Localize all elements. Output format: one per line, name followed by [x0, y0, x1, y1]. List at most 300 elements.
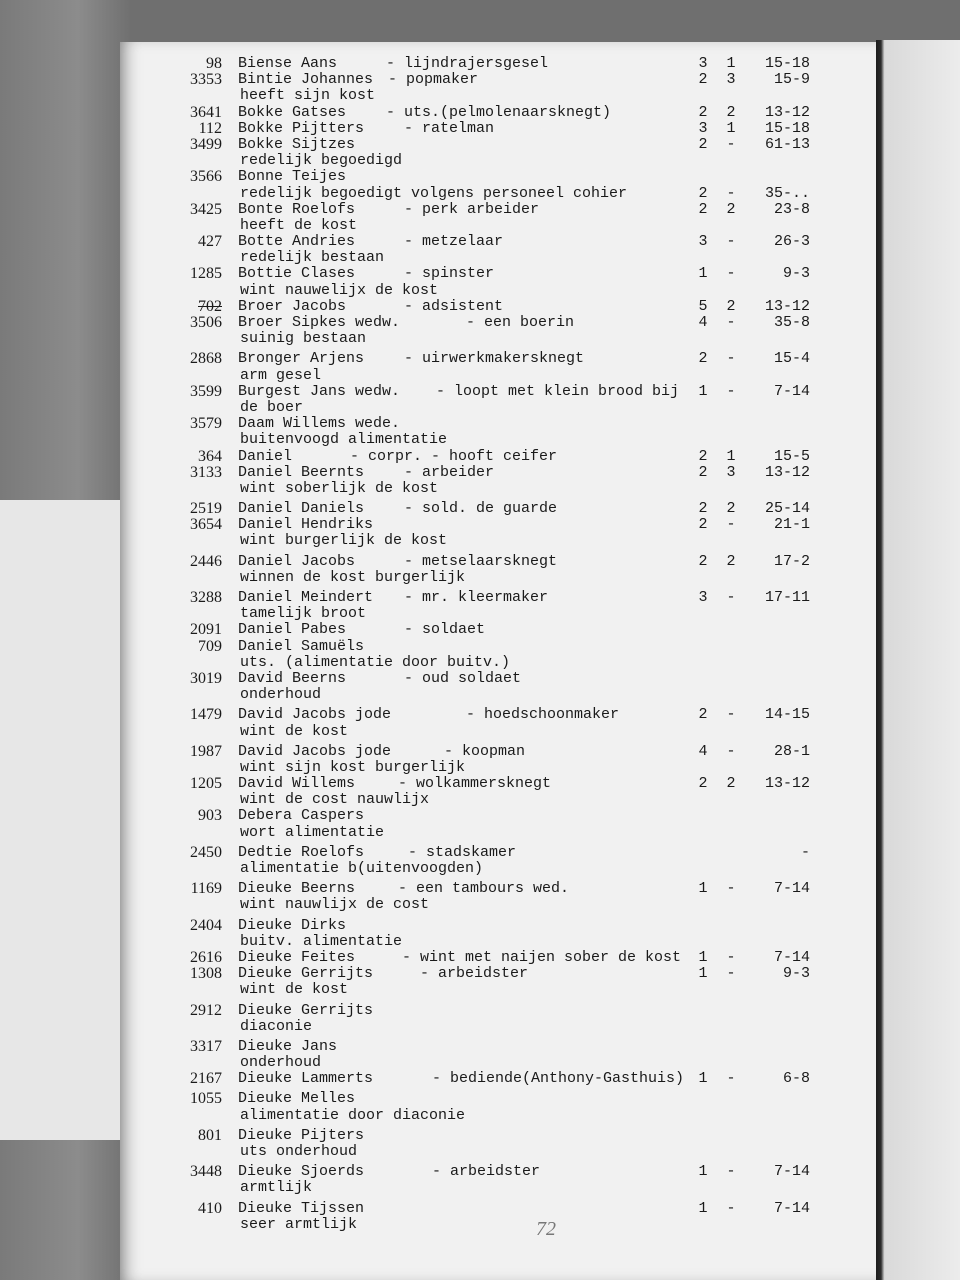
entry-col-2: 2 [726, 103, 736, 121]
entry-col-1: 5 [698, 297, 708, 315]
entry-note-line [120, 934, 876, 950]
entry-name: Daniel Jacobs [238, 552, 356, 570]
entry-col-1: 1 [698, 880, 708, 898]
entry-occupation: - bediende(Anthony-Gasthuis) [432, 1070, 685, 1088]
ledger-entry [120, 299, 876, 315]
ledger-entry [120, 234, 876, 266]
entry-col-3: 17-11 [764, 589, 810, 606]
entry-name: Debera Caspers [238, 807, 365, 825]
entry-occupation: - perk arbeider [404, 200, 540, 218]
entry-main-line [120, 671, 876, 687]
entry-name: Daniel Samuëls [238, 637, 365, 655]
entry-name: Dieuke Tijssen [238, 1199, 365, 1217]
entry-name: Bokke Sijtzes [238, 135, 356, 153]
entry-note: uts onderhoud [240, 1143, 358, 1160]
entry-name: Bokke Pijtters [238, 119, 365, 137]
entry-note: winnen de kost burgerlijk [240, 568, 466, 586]
entry-occupation: - wint met naijen sober de kost [402, 948, 682, 966]
entry-note-line [120, 1217, 876, 1233]
entry-main-line [120, 1003, 876, 1019]
entry-number: 1285 [190, 265, 222, 283]
entry-main-line [120, 1128, 876, 1144]
entry-number: 3499 [190, 135, 222, 153]
entry-number: 3133 [190, 463, 222, 481]
entry-note: heeft de kost [240, 216, 358, 234]
entry-number: 3353 [190, 71, 222, 89]
entry-note: buitv. alimentatie [240, 932, 403, 950]
entry-col-2: 2 [726, 552, 736, 570]
entry-note: heeft sijn kost [240, 87, 376, 105]
entry-col-1: 1 [698, 265, 708, 283]
entry-number: 112 [198, 119, 222, 137]
entry-name: Dieuke Sjoerds [238, 1163, 365, 1181]
entry-note-line [120, 1180, 876, 1196]
entry-main-line [120, 169, 876, 185]
entry-name: Dieuke Jans [238, 1037, 338, 1055]
ledger-entry [120, 384, 876, 416]
entry-number: 98 [206, 55, 222, 72]
ledger-entry [120, 517, 876, 549]
entry-name: Dieuke Melles [238, 1090, 356, 1108]
entry-note-line [120, 825, 876, 841]
ledger-entry [120, 1164, 876, 1196]
entry-name: Botte Andries [238, 233, 356, 251]
entry-col-2: - [726, 516, 736, 534]
background-right [876, 40, 960, 1280]
entry-name: Daniel Pabes [238, 621, 347, 639]
ledger-entry [120, 744, 876, 776]
entry-number: 1987 [190, 742, 222, 760]
entry-name: Dieuke Pijters [238, 1126, 365, 1144]
entry-name: David Beerns [238, 669, 347, 687]
entry-main-line [120, 384, 876, 400]
entry-name: Dieuke Feites [238, 948, 356, 966]
entry-name: Daam Willems wede. [238, 415, 401, 433]
entry-occupation: - uirwerkmakersknegt [404, 350, 585, 368]
entry-note: wint soberlijk de kost [240, 479, 439, 497]
entry-name: David Jacobs jode [238, 742, 392, 760]
entry-occupation: - arbeider [404, 463, 495, 481]
entry-occupation: - soldaet [404, 621, 486, 639]
ledger-entry [120, 950, 876, 966]
entry-main-line [120, 1201, 876, 1217]
entry-note: redelijk begoedigt volgens personeel cohier [240, 184, 628, 202]
entry-name: Bokke Gatses [238, 103, 347, 121]
entry-occupation: - arbeidster [420, 965, 529, 983]
entry-col-3: 23-8 [773, 200, 810, 218]
entry-occupation: - lijndrajersgesel [386, 55, 549, 72]
entry-note-line [120, 186, 876, 202]
entry-name: Bronger Arjens [238, 350, 365, 368]
entry-col-1: 2 [698, 500, 708, 518]
entry-col-3: 15-9 [773, 71, 810, 89]
entry-name: Bonte Roelofs [238, 200, 356, 218]
ledger-entry [120, 266, 876, 298]
entry-main-line [120, 1164, 876, 1180]
entry-note: redelijk begoedigd [240, 152, 403, 170]
entry-col-3: 7-14 [773, 1199, 810, 1217]
entry-main-line [120, 622, 876, 638]
entry-number: 410 [198, 1199, 222, 1217]
entry-main-line [120, 845, 876, 861]
entry-number: 2446 [190, 552, 222, 570]
entry-occupation: - metzelaar [404, 233, 504, 251]
entry-note: de boer [240, 398, 304, 416]
entry-col-2: - [726, 948, 736, 966]
entry-main-line [120, 416, 876, 432]
entry-col-1: 2 [698, 135, 708, 153]
entry-col-3: 15-18 [764, 55, 810, 72]
entry-col-3: 6-8 [782, 1070, 810, 1088]
entry-col-1: 2 [698, 775, 708, 793]
entry-col-3: 7-14 [773, 382, 810, 400]
entry-main-line [120, 744, 876, 760]
entry-occupation: - mr. kleermaker [404, 589, 549, 606]
entry-note: wint nauwlijx de cost [240, 896, 430, 914]
entry-main-line [120, 776, 876, 792]
entry-col-3: 15-4 [773, 350, 810, 368]
entry-note-line [120, 1019, 876, 1035]
entry-col-2: - [726, 233, 736, 251]
entry-main-line [120, 966, 876, 982]
entry-col-3: 17-2 [773, 552, 810, 570]
entry-number: 3654 [190, 516, 222, 534]
entry-main-line [120, 315, 876, 331]
entry-col-1: 2 [698, 552, 708, 570]
ledger-entry [120, 776, 876, 808]
ledger-entry [120, 966, 876, 998]
entry-name: Bonne Teijes [238, 168, 347, 186]
entry-col-3: 35-.. [764, 184, 810, 202]
entry-note-line [120, 897, 876, 913]
entry-occupation: - sold. de guarde [404, 500, 558, 518]
entry-number: 3566 [190, 168, 222, 186]
entry-note: alimentatie b(uitenvoogden) [240, 860, 484, 877]
entry-number: 1169 [190, 880, 222, 898]
ledger-entry [120, 1003, 876, 1035]
entry-number: 2404 [190, 916, 222, 934]
ledger-entry [120, 72, 876, 104]
entry-note-line [120, 88, 876, 104]
entry-col-3: 13-12 [764, 103, 810, 121]
entry-col-1: 3 [698, 589, 708, 606]
ledger-entry [120, 465, 876, 497]
entry-col-3: 25-14 [764, 500, 810, 518]
entry-col-2: - [726, 382, 736, 400]
entry-note: uts. (alimentatie door buitv.) [240, 653, 511, 671]
entry-main-line [120, 1039, 876, 1055]
entry-col-3: 9-3 [782, 965, 810, 983]
entry-col-2: 3 [726, 71, 736, 89]
entry-name: Burgest Jans wedw. [238, 382, 401, 400]
entry-col-3: 7-14 [773, 1163, 810, 1181]
entry-note-line [120, 570, 876, 586]
entry-occupation: - stadskamer [408, 843, 517, 861]
entry-col-2: - [726, 589, 736, 606]
entry-occupation: - ratelman [404, 119, 495, 137]
entry-col-1: 2 [698, 706, 708, 724]
entry-name: Bintie Johannes [238, 71, 374, 89]
entry-col-2: 1 [726, 447, 736, 465]
entry-number: 702 [198, 297, 222, 315]
ledger-entry [120, 639, 876, 671]
entry-col-1: 1 [698, 948, 708, 966]
entry-main-line [120, 918, 876, 934]
entry-col-2: - [726, 184, 736, 202]
ledger-entry [120, 121, 876, 137]
entry-occupation: - arbeidster [432, 1163, 541, 1181]
entry-col-2: 2 [726, 297, 736, 315]
entry-note: wint sijn kost burgerlijk [240, 758, 466, 776]
entry-occupation: - oud soldaet [404, 669, 522, 687]
entry-note-line [120, 153, 876, 169]
entry-number: 1479 [190, 706, 222, 724]
entry-main-line [120, 517, 876, 533]
entry-note-line [120, 861, 876, 877]
entry-col-2: - [726, 742, 736, 760]
entry-note: seer armtlijk [240, 1215, 358, 1233]
entry-note-line [120, 760, 876, 776]
ledger-entry [120, 105, 876, 121]
entry-col-2: - [726, 706, 736, 724]
entry-main-line [120, 881, 876, 897]
entry-name: Broer Sipkes wedw. [238, 314, 401, 331]
entry-col-3: 61-13 [764, 135, 810, 153]
entry-col-3: 28-1 [773, 742, 810, 760]
entry-note-line [120, 1144, 876, 1160]
entry-occupation: - loopt met klein brood bij [436, 382, 680, 400]
entry-col-3: 13-12 [764, 463, 810, 481]
entry-number: 903 [198, 807, 222, 825]
document-page [120, 42, 876, 1280]
entry-note: buitenvoogd alimentatie [240, 431, 448, 449]
ledger-entry [120, 622, 876, 638]
entry-col-1: 1 [698, 1070, 708, 1088]
entry-number: 709 [198, 637, 222, 655]
entry-name: David Willems [238, 775, 356, 793]
entry-number: 2091 [190, 621, 222, 639]
ledger-entry [120, 56, 876, 72]
entry-note: redelijk bestaan [240, 249, 385, 267]
entry-name: Daniel Meindert [238, 589, 374, 606]
entry-col-2: 1 [726, 119, 736, 137]
entry-number: 1055 [190, 1090, 222, 1108]
entry-note: onderhoud [240, 686, 322, 704]
entry-col-2: 2 [726, 500, 736, 518]
entry-name: Dedtie Roelofs [238, 843, 365, 861]
entry-note: wint burgerlijk de kost [240, 532, 448, 550]
entry-occupation: - wolkammersknegt [398, 775, 552, 793]
ledger-entry [120, 881, 876, 913]
entry-col-2: - [726, 135, 736, 153]
entry-main-line [120, 56, 876, 72]
ledger-entry [120, 554, 876, 586]
ledger-entry [120, 202, 876, 234]
entry-number: 3506 [190, 314, 222, 331]
ledger-entry [120, 351, 876, 383]
entry-col-3: 9-3 [782, 265, 810, 283]
entry-occupation: - corpr. - hooft ceifer [350, 447, 558, 465]
entry-note: wort alimentatie [240, 823, 385, 841]
entry-main-line [120, 501, 876, 517]
entry-col-3: 21-1 [773, 516, 810, 534]
entry-name: Biense Aans [238, 55, 338, 72]
entry-col-2: - [726, 314, 736, 331]
ledger-entry [120, 590, 876, 622]
entry-note: wint de kost [240, 981, 349, 999]
entry-occupation: - popmaker [388, 71, 479, 89]
entry-col-1: 1 [698, 965, 708, 983]
entry-name: Dieuke Dirks [238, 916, 347, 934]
entry-col-3: 26-3 [773, 233, 810, 251]
entry-main-line [120, 707, 876, 723]
entry-number: 2450 [190, 843, 222, 861]
entry-main-line [120, 465, 876, 481]
entry-col-2: 1 [726, 55, 736, 72]
entry-occupation: - spinster [404, 265, 495, 283]
background-left [0, 0, 130, 1280]
ledger-entry [120, 1128, 876, 1160]
entry-main-line [120, 808, 876, 824]
entry-col-3: 13-12 [764, 297, 810, 315]
entry-col-1: 2 [698, 200, 708, 218]
entry-col-3: 7-14 [773, 948, 810, 966]
entry-note-line [120, 655, 876, 671]
entry-col-2: - [726, 265, 736, 283]
entry-main-line [120, 72, 876, 88]
entry-note: armtlijk [240, 1179, 313, 1197]
entry-number: 2912 [190, 1001, 222, 1019]
entry-number: 2868 [190, 350, 222, 368]
entry-col-3: 7-14 [773, 880, 810, 898]
ledger-entry [120, 449, 876, 465]
entry-note-line [120, 606, 876, 622]
entry-main-line [120, 590, 876, 606]
entry-occupation: - hoedschoonmaker [466, 706, 620, 724]
entry-col-1: 2 [698, 463, 708, 481]
entry-number: 1205 [190, 775, 222, 793]
entry-note-line [120, 331, 876, 347]
entry-col-3: 14-15 [764, 706, 810, 724]
entry-col-1: 4 [698, 314, 708, 331]
entry-number: 3288 [190, 589, 222, 606]
entry-col-1: 2 [698, 184, 708, 202]
entry-note: suinig bestaan [240, 330, 367, 348]
entry-col-2: - [726, 880, 736, 898]
entry-main-line [120, 639, 876, 655]
entry-col-2: - [726, 350, 736, 368]
ledger-entry [120, 315, 876, 347]
entry-number: 2167 [190, 1070, 222, 1088]
entry-col-2: - [726, 965, 736, 983]
entry-note: wint nauwelijx de kost [240, 281, 439, 299]
entry-occupation: - koopman [444, 742, 526, 760]
entry-number: 3317 [190, 1037, 222, 1055]
entry-name: Daniel Hendriks [238, 516, 374, 534]
ledger-entry [120, 845, 876, 877]
entry-col-3: 15-18 [764, 119, 810, 137]
entry-note: tamelijk broot [240, 605, 367, 623]
entry-col-1: 3 [698, 119, 708, 137]
entry-col-3: 13-12 [764, 775, 810, 793]
entry-occupation: - een boerin [466, 314, 575, 331]
entry-main-line [120, 105, 876, 121]
entry-number: 3019 [190, 669, 222, 687]
entry-col-3: 35-8 [773, 314, 810, 331]
entry-name: Dieuke Gerrijts [238, 1001, 374, 1019]
entry-occupation: - adsistent [404, 297, 504, 315]
entry-col-3: - [800, 843, 810, 861]
entry-note: diaconie [240, 1017, 313, 1035]
entry-occupation: - metselaarsknegt [404, 552, 558, 570]
entry-number: 1308 [190, 965, 222, 983]
entry-note-line [120, 400, 876, 416]
ledger-entry [120, 501, 876, 517]
entry-col-1: 1 [698, 1199, 708, 1217]
entry-note-line [120, 432, 876, 448]
entry-number: 427 [198, 233, 222, 251]
entry-note-line [120, 687, 876, 703]
entry-number: 2616 [190, 948, 222, 966]
entry-name: Daniel Beernts [238, 463, 365, 481]
entry-number: 2519 [190, 500, 222, 518]
entry-number: 3448 [190, 1163, 222, 1181]
entry-main-line [120, 351, 876, 367]
entry-col-2: - [726, 1163, 736, 1181]
entry-col-1: 2 [698, 447, 708, 465]
ledger-entry [120, 918, 876, 950]
entry-main-line [120, 554, 876, 570]
ledger-entry [120, 808, 876, 840]
entry-note: alimentatie door diaconie [240, 1106, 466, 1124]
entry-col-1: 2 [698, 103, 708, 121]
entry-col-2: 2 [726, 200, 736, 218]
entry-note: wint de kost [240, 722, 349, 740]
ledger-entry [120, 1091, 876, 1123]
entry-number: 364 [198, 447, 222, 465]
entry-col-1: 2 [698, 350, 708, 368]
entry-number: 801 [198, 1126, 222, 1144]
entry-note-line [120, 1108, 876, 1124]
entry-main-line [120, 202, 876, 218]
entry-main-line [120, 449, 876, 465]
entry-number: 3599 [190, 382, 222, 400]
ledger-entry [120, 1071, 876, 1087]
entry-note-line [120, 283, 876, 299]
entry-name: Bottie Clases [238, 265, 356, 283]
ledger-entry [120, 1201, 876, 1233]
ledger-entry [120, 137, 876, 169]
entry-number: 3425 [190, 200, 222, 218]
entry-col-2: 3 [726, 463, 736, 481]
entry-main-line [120, 121, 876, 137]
entry-col-3: 15-5 [773, 447, 810, 465]
entry-main-line [120, 950, 876, 966]
entry-name: David Jacobs jode [238, 706, 392, 724]
ledger-entry [120, 169, 876, 201]
entry-main-line [120, 1071, 876, 1087]
entry-main-line [120, 1091, 876, 1107]
entry-col-1: 2 [698, 71, 708, 89]
entry-note: onderhoud [240, 1054, 322, 1072]
entry-note-line [120, 250, 876, 266]
entry-note: wint de cost nauwlijx [240, 791, 430, 809]
entry-main-line [120, 234, 876, 250]
entry-main-line [120, 137, 876, 153]
page-number: 72 [536, 1218, 556, 1240]
entry-note-line [120, 724, 876, 740]
ledger-entry [120, 707, 876, 739]
